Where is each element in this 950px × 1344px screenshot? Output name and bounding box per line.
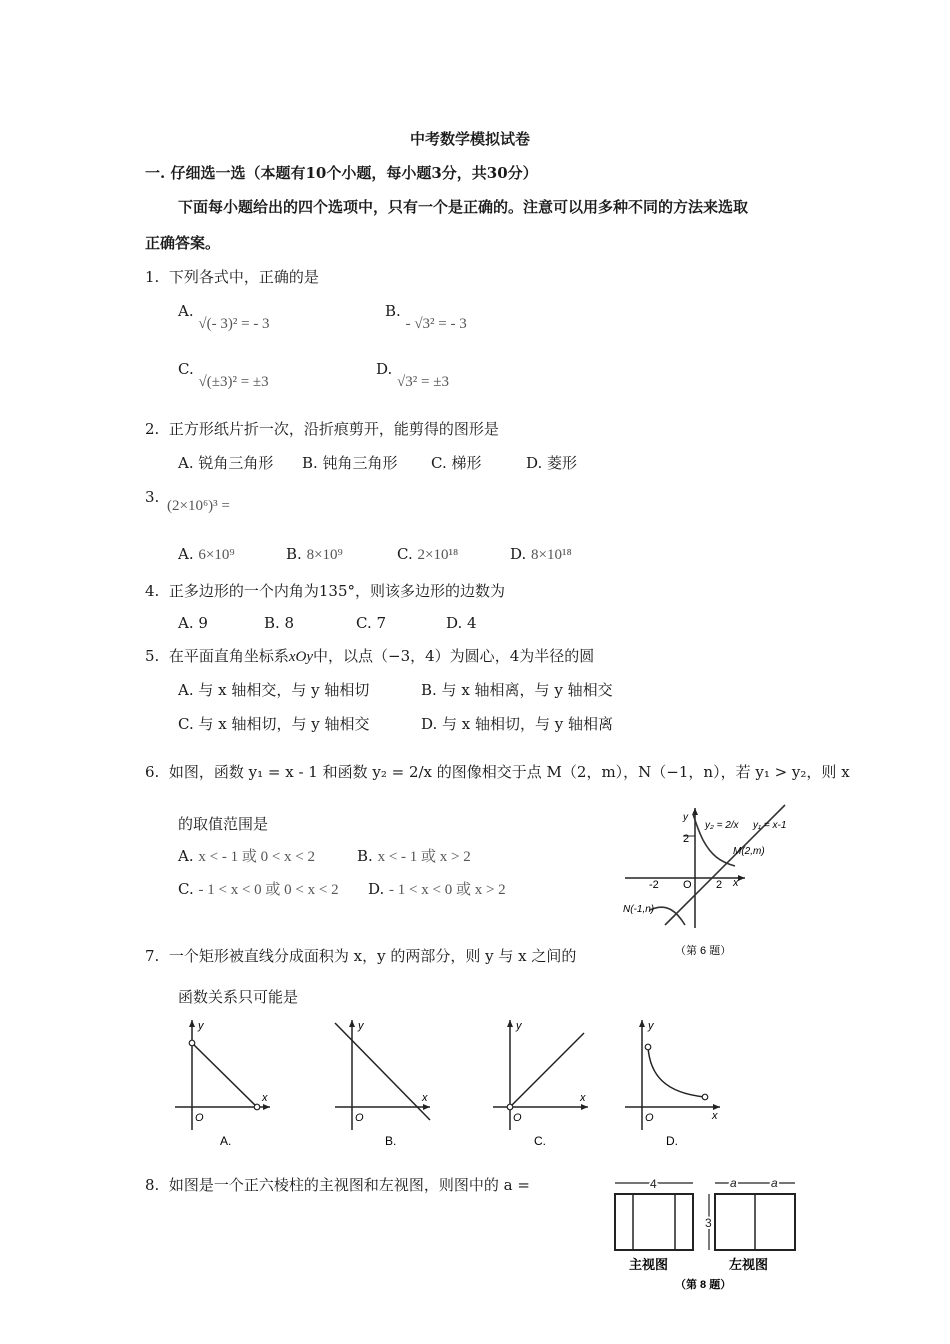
q7-graph-b-o: O — [355, 1112, 364, 1124]
q2-option-a: A. 锐角三角形 — [178, 454, 274, 472]
q1-option-b: B. - √3² = - 3 — [385, 302, 467, 332]
q3-option-a: A. 6×10⁹ — [178, 545, 235, 563]
q7-graph-b — [330, 1015, 440, 1155]
q8-side-label: 左视图 — [729, 1257, 769, 1272]
q6-stem: 6. 如图，函数 y₁ = x - 1 和函数 y₂ = 2/x 的图像相交于点 M（2，m），N（−1，n），若 y₁ > y₂，则 x — [145, 763, 850, 781]
q4-option-a: A. 9 — [178, 614, 208, 632]
q6-label-y2: y₂ = 2/x — [705, 820, 739, 831]
q8-stem: 8. 如图是一个正六棱柱的主视图和左视图，则图中的 a = — [145, 1176, 530, 1194]
q6-option-a: A. x < - 1 或 0 < x < 2 — [178, 847, 316, 865]
q2-option-d: D. 菱形 — [526, 454, 578, 472]
q7-stem: 7. 一个矩形被直线分成面积为 x，y 的两部分，则 y 与 x 之间的 — [145, 947, 577, 965]
q6-caption: （第 6 题） — [675, 945, 732, 957]
q6-y-label: y — [683, 812, 688, 823]
q8-width-label: 4 — [650, 1177, 657, 1191]
q6-figure — [615, 800, 815, 960]
q8-caption: （第 8 题） — [675, 1279, 732, 1291]
q7-graph-d-label: D. — [666, 1134, 678, 1148]
q7-graph-d-curve — [648, 1047, 705, 1097]
instruction-line-1: 下面每小题给出的四个选项中，只有一个是正确的。注意可以用多种不同的方法来选取 — [178, 198, 749, 216]
q3-option-d: D. 8×10¹⁸ — [510, 545, 572, 563]
q7-graph-c-line — [510, 1033, 584, 1107]
q5-option-b: B. 与 x 轴相离，与 y 轴相交 — [421, 681, 613, 699]
q1-option-a: A. √(- 3)² = - 3 — [178, 302, 270, 332]
q2-stem: 2. 正方形纸片折一次，沿折痕剪开，能剪得的图形是 — [145, 420, 499, 438]
q3-num: 3. — [145, 488, 160, 506]
q7-graph-d-open-point-2 — [702, 1094, 708, 1100]
q5-option-d: D. 与 x 轴相切，与 y 轴相离 — [421, 715, 614, 733]
q8-height-label: 3 — [705, 1216, 712, 1230]
q7-graph-a-line — [192, 1043, 257, 1107]
q5-stem: 5. 在平面直角坐标系xOy中，以点（−3，4）为圆心，4为半径的圆 — [145, 647, 595, 665]
q7-graph-b-line — [335, 1023, 430, 1120]
q3-expr: (2×10⁶)³ = — [167, 498, 230, 514]
q6-label-n: N(-1,n) — [623, 904, 655, 915]
q6-y-arrow — [692, 808, 698, 815]
q7-graph-d-y: y — [648, 1020, 654, 1032]
q6-label-m: M(2,m) — [733, 846, 765, 857]
q4-option-b: B. 8 — [264, 614, 295, 632]
q7-graph-c-o: O — [513, 1112, 522, 1124]
q6-tick-2y: 2 — [683, 833, 690, 845]
q2-option-c: C. 梯形 — [431, 454, 482, 472]
q6-label-y1: y₁ = x-1 — [753, 820, 787, 831]
q7-stem-2: 函数关系只可能是 — [178, 988, 299, 1006]
q7-graph-a — [170, 1015, 280, 1155]
q6-x-label: x — [733, 877, 739, 889]
q6-tick-neg2x: -2 — [649, 879, 659, 891]
q8-front-label: 主视图 — [629, 1257, 669, 1272]
q7-graph-c-label: C. — [534, 1134, 546, 1148]
section-heading: 一. 仔细选一选（本题有10个小题，每小题3分，共30分） — [145, 164, 538, 182]
q7-graph-a-open-point-2 — [254, 1104, 260, 1110]
q7-graph-c-x: x — [580, 1092, 586, 1104]
q6-origin: O — [683, 879, 692, 891]
q5-option-c: C. 与 x 轴相切，与 y 轴相交 — [178, 715, 370, 733]
q1-option-c: C. √(±3)² = ±3 — [178, 360, 269, 390]
q7-graph-d-open-point-1 — [645, 1044, 651, 1050]
q1-option-d: D. √3² = ±3 — [376, 360, 449, 390]
q8-a-label-1: a — [730, 1176, 737, 1190]
q6-option-b: B. x < - 1 或 x > 2 — [357, 847, 471, 865]
q7-graph-d — [620, 1015, 730, 1155]
q6-option-c: C. - 1 < x < 0 或 0 < x < 2 — [178, 880, 339, 898]
q3-option-c: C. 2×10¹⁸ — [397, 545, 459, 563]
page-title: 中考数学模拟试卷 — [410, 130, 531, 148]
q8-figure — [605, 1170, 815, 1300]
q6-option-d: D. - 1 < x < 0 或 x > 2 — [368, 880, 506, 898]
q7-graph-a-o: O — [195, 1112, 204, 1124]
q6-x-arrow — [738, 875, 745, 881]
q8-front-view — [615, 1194, 693, 1250]
q3-option-b: B. 8×10⁹ — [286, 545, 343, 563]
q6-stem-2: 的取值范围是 — [178, 815, 269, 833]
q5-option-a: A. 与 x 轴相交，与 y 轴相切 — [178, 681, 370, 699]
q7-graph-b-label: B. — [385, 1134, 397, 1148]
q4-option-c: C. 7 — [356, 614, 387, 632]
q7-graph-a-label: A. — [220, 1134, 232, 1148]
q7-graph-c-y: y — [516, 1020, 522, 1032]
q4-stem: 4. 正多边形的一个内角为135°，则该多边形的边数为 — [145, 582, 505, 600]
instruction-line-2: 正确答案。 — [145, 234, 221, 252]
q7-graph-d-x: x — [712, 1110, 718, 1122]
q1-stem: 1. 下列各式中，正确的是 — [145, 268, 319, 286]
q6-tick-2x: 2 — [716, 879, 723, 891]
q8-a-label-2: a — [771, 1176, 778, 1190]
q7-graph-b-y: y — [358, 1020, 364, 1032]
q7-graph-a-x: x — [262, 1092, 268, 1104]
q7-graph-a-y: y — [198, 1020, 204, 1032]
q2-option-b: B. 钝角三角形 — [302, 454, 398, 472]
q7-graph-b-x: x — [422, 1092, 428, 1104]
q7-graph-c-open-point — [507, 1104, 513, 1110]
q7-graph-a-open-point-1 — [189, 1040, 195, 1046]
q7-graph-d-o: O — [645, 1112, 654, 1124]
q4-option-d: D. 4 — [446, 614, 477, 632]
q7-graph-c — [488, 1015, 598, 1155]
